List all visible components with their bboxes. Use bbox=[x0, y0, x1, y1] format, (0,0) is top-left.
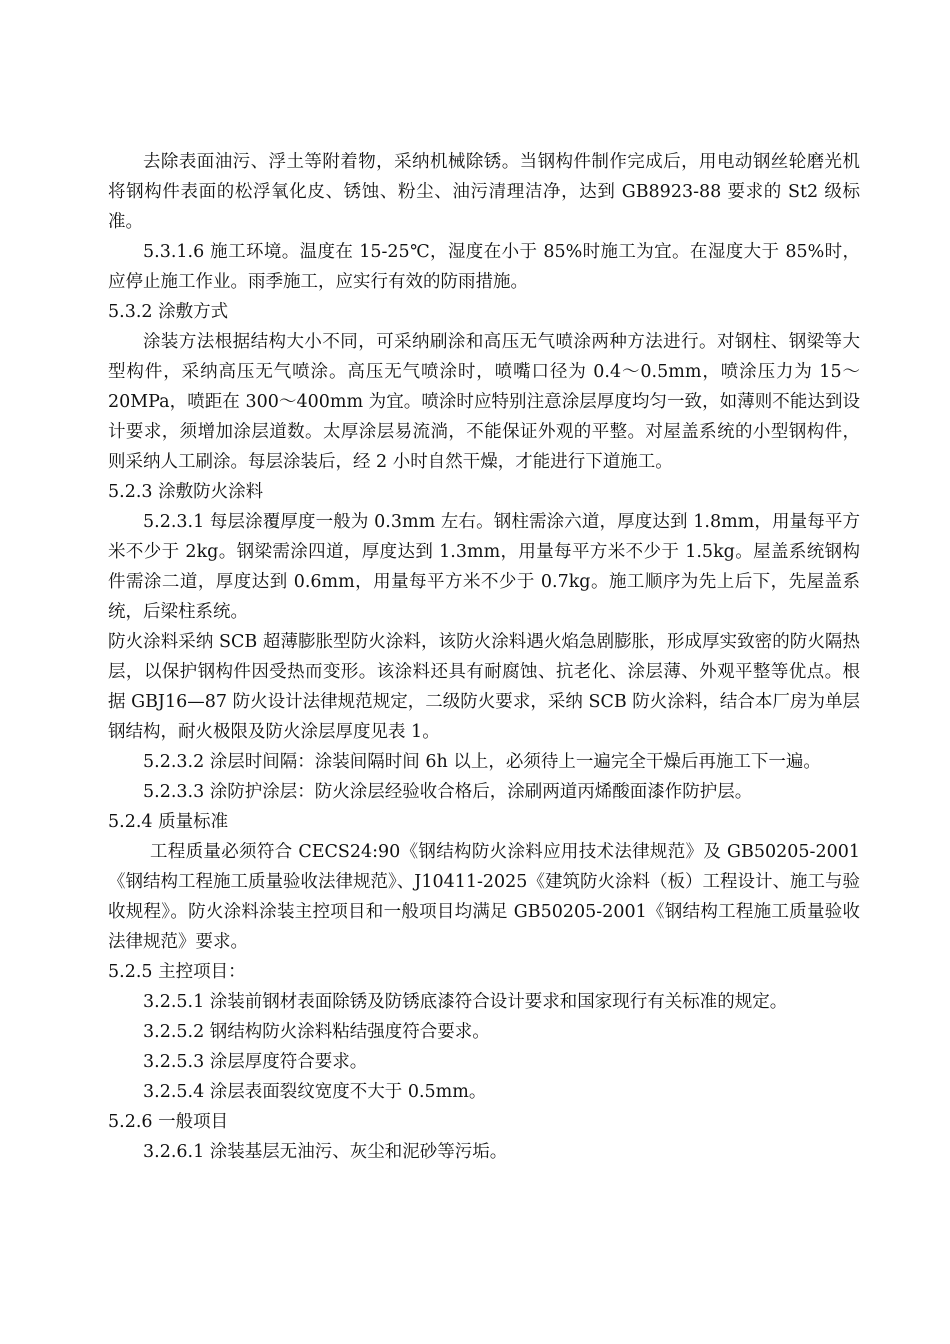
paragraph-coating-method: 涂装方法根据结构大小不同，可采纳刷涂和高压无气喷涂两种方法进行。对钢柱、钢梁等大型构件，采纳高压无气喷涂。高压无气喷涂时，喷嘴口径为 0.4～0.5mm，喷涂压力为 15～20MPa，喷距在 300～400mm 为宜。喷涂时应特别注意涂层厚度均匀一致，如薄则不能达到设计要求，须增加涂层道数。太厚涂层易流淌，不能保证外观的平整。对屋盖系统的小型钢构件，则采纳人工刷涂。每层涂装后，经 2 小时自然干燥，才能进行下道施工。 bbox=[108, 332, 860, 472]
paragraph-coating-thickness: 5.2.3.1 每层涂覆厚度一般为 0.3mm 左右。钢柱需涂六道，厚度达到 1.8mm，用量每平方米不少于 2kg。钢梁需涂四道，厚度达到 1.3mm，用量每平方米不少于 1.5kg。屋盖系统钢构件需涂二道，厚度达到 0.6mm，用量每平方米不少于 0.7kg。施工顺序为先上后下，先屋盖系统，后梁柱系统。 bbox=[108, 512, 860, 622]
heading-coating-method: 5.3.2 涂敷方式 bbox=[108, 302, 229, 322]
heading-quality-standard: 5.2.4 质量标准 bbox=[108, 812, 229, 832]
list-item-main-control-1: 3.2.5.1 涂装前钢材表面除锈及防锈底漆符合设计要求和国家现行有关标准的规定。 bbox=[143, 992, 788, 1012]
paragraph-construction-environment: 5.3.1.6 施工环境。温度在 15-25℃，湿度在小于 85%时施工为宜。在湿度大于 85%时，应停止施工作业。雨季施工，应实行有效的防雨措施。 bbox=[108, 242, 860, 292]
list-item-main-control-3: 3.2.5.3 涂层厚度符合要求。 bbox=[143, 1052, 368, 1072]
list-item-main-control-4: 3.2.5.4 涂层表面裂纹宽度不大于 0.5mm。 bbox=[143, 1082, 487, 1102]
paragraph-quality-standard: 工程质量必须符合 CECS24:90《钢结构防火涂料应用技术法律规范》及 GB50205-2001《钢结构工程施工质量验收法律规范》、J10411-2025《建筑防火涂料（板）工程设计、施工与验收规程》。防火涂料涂装主控项目和一般项目均满足 GB50205-2001《钢结构工程施工质量验收法律规范》要求。 bbox=[108, 842, 860, 952]
document-body bbox=[108, 147, 860, 1167]
list-item-main-control-2: 3.2.5.2 钢结构防火涂料粘结强度符合要求。 bbox=[143, 1022, 490, 1042]
heading-fireproof-coating: 5.2.3 涂敷防火涂料 bbox=[108, 482, 264, 502]
paragraph-coating-interval: 5.2.3.2 涂层时间隔：涂装间隔时间 6h 以上，必须待上一遍完全干燥后再施工下一遍。 bbox=[143, 752, 821, 772]
heading-general-items: 5.2.6 一般项目 bbox=[108, 1112, 229, 1132]
heading-main-control-items: 5.2.5 主控项目： bbox=[108, 962, 246, 982]
paragraph-protective-coating: 5.2.3.3 涂防护涂层：防火涂层经验收合格后，涂刷两道丙烯酸面漆作防护层。 bbox=[143, 782, 753, 802]
list-item-general-1: 3.2.6.1 涂装基层无油污、灰尘和泥砂等污垢。 bbox=[143, 1142, 508, 1162]
paragraph-fireproof-material: 防火涂料采纳 SCB 超薄膨胀型防火涂料，该防火涂料遇火焰急剧膨胀，形成厚实致密的防火隔热层，以保护钢构件因受热而变形。该涂料还具有耐腐蚀、抗老化、涂层薄、外观平整等优点。根据 GBJ16—87 防火设计法律规范规定，二级防火要求，采纳 SCB 防火涂料，结合本厂房为单层钢结构，耐火极限及防火涂层厚度见表 1。 bbox=[108, 632, 860, 742]
paragraph-surface-cleaning: 去除表面油污、浮土等附着物，采纳机械除锈。当钢构件制作完成后，用电动钢丝轮磨光机将钢构件表面的松浮氧化皮、锈蚀、粉尘、油污清理洁净，达到 GB8923-88 要求的 St2 级标准。 bbox=[108, 152, 860, 232]
